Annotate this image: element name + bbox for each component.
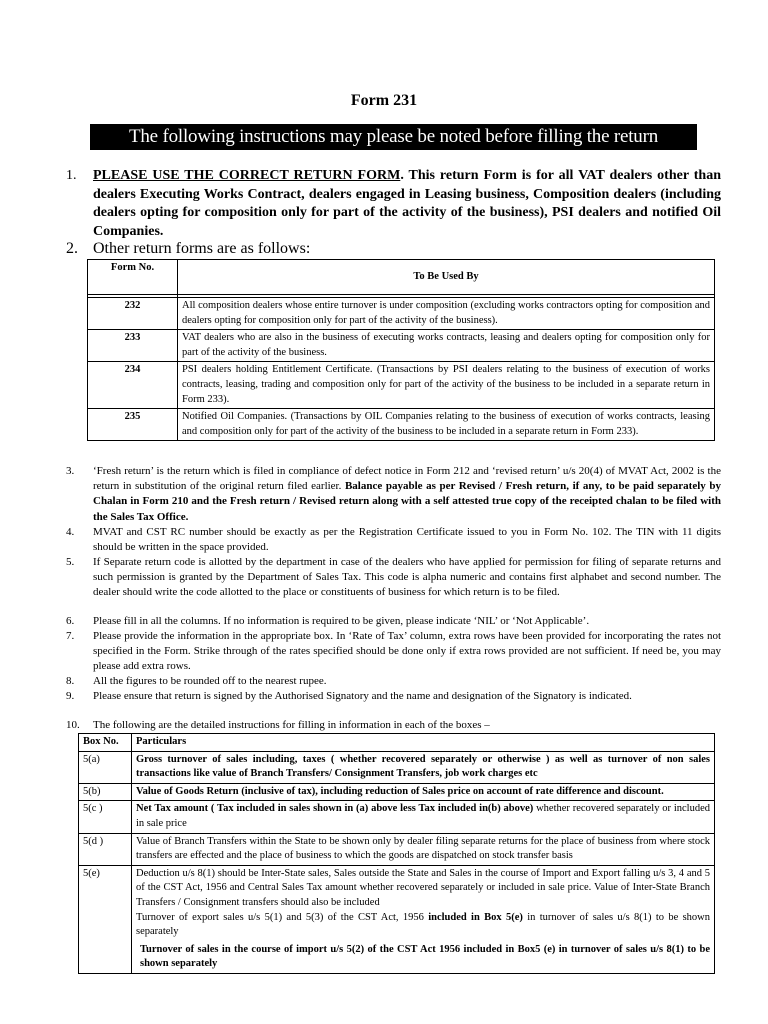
item-1-number: 1. — [66, 168, 77, 183]
form-description: Notified Oil Companies. (Transactions by OIL Companies relating to the business of execution of works contracts, leasing and composition only for part of the activity of the business to be included in a separate return in Form 233). — [178, 409, 715, 441]
box-particulars — [132, 783, 715, 801]
item-4-text: MVAT and CST RC number should be exactly as per the Registration Certificate issued to you in Form No. 102. The TIN with 11 digits should be written in the space provided. — [93, 526, 721, 554]
item-10-number: 10. — [66, 719, 80, 731]
para-2-end: in turnover of sales u/s 8(1) to be shown separately — [136, 911, 710, 938]
form-number: 235 — [88, 409, 178, 441]
particulars-bold: Gross turnover of sales including, taxes ( whether recovered separately or otherwise ) as well as turnover of non sales transactions like value of Branch Transfers/ Consignment Transfers, job work charges etc — [136, 753, 710, 780]
header-box-no: Box No. — [79, 734, 132, 752]
box-particulars — [132, 833, 715, 865]
particulars-normal: Value of Branch Transfers within the State to be shown only by dealer filing separate returns for the place of business from where stock transfers are effected and the place of business to which the goods are dispatched on stock transfer basis — [136, 835, 710, 862]
box-particulars — [132, 865, 715, 973]
item-10-text: The following are the detailed instructions for filling in information in each of the boxes – — [93, 719, 490, 731]
instructions-banner: The following instructions may please be noted before filling the return — [90, 124, 697, 150]
item-3-number: 3. — [66, 465, 75, 477]
box-number: 5(c ) — [79, 801, 132, 833]
item-7-number: 7. — [66, 630, 75, 642]
item-6-text: Please fill in all the columns. If no information is required to be given, please indicate ‘NIL’ or ‘Not Applicable’. — [93, 615, 590, 627]
item-6-number: 6. — [66, 615, 75, 627]
box-instructions-table — [78, 733, 715, 974]
particulars-normal: whether recovered separately or included in sale price — [136, 803, 710, 829]
item-2-text: Other return forms are as follows: — [93, 240, 311, 257]
box-5e-para-1: Deduction u/s 8(1) should be Inter-State sales, Sales outside the State and Sales in the course of Import and Export falling u/s 3, 4 and 5 of the CST Act, 1956 and Central Sales Tax amount whether recovered separately or included in sale price. Value of Inter-State Branch Transfers / Consignment transfers should also be included — [136, 867, 710, 908]
box-particulars — [132, 751, 715, 783]
table-row — [88, 362, 715, 409]
table-row — [88, 409, 715, 441]
item-8-number: 8. — [66, 675, 75, 687]
box-number: 5(a) — [79, 751, 132, 783]
table-row — [79, 833, 715, 865]
form-number: 234 — [88, 362, 178, 409]
table-row — [88, 330, 715, 362]
table-header-row — [88, 260, 715, 295]
form-description: PSI dealers holding Entitlement Certificate. (Transactions by PSI dealers relating to the business of execution of works contracts, leasing, trading and composition only for part of the activity of the business to be included in a separate return in Form 233). — [178, 362, 715, 409]
particulars-bold: Net Tax amount ( Tax included in sales shown in (a) above less Tax included in(b) above) — [136, 803, 534, 815]
item-4-number: 4. — [66, 526, 75, 538]
item-5-text: If Separate return code is allotted by the department in case of the dealers who have applied for permission for filing of separate returns and such permission is granted by the Department of Sales Tax. This code is alpha numeric and contains first alphabet and second number. The dealer should write the code allotted to the place or constituents of business for which return is to be filed. — [93, 556, 721, 599]
form-title: Form 231 — [350, 92, 418, 109]
box-number: 5(b) — [79, 783, 132, 801]
table-row — [79, 801, 715, 833]
item-3-bold: Balance payable as per Revised / Fresh return, if any, to be paid separately by Chalan in Form 210 and the Fresh return / Revised return along with a self attested true copy of the receipted chalan to be filed with the Sales Tax Office. — [93, 480, 721, 523]
form-description: All composition dealers whose entire turnover is under composition (excluding works contractors opting for composition and dealers opting for composition only for part of the activity of the business). — [178, 298, 715, 330]
particulars-bold: Value of Goods Return (inclusive of tax), including reduction of Sales price on account of rate difference and discount. — [136, 785, 664, 797]
para-2-start: Turnover of export sales u/s 5(1) and 5(3) of the CST Act, 1956 — [136, 911, 429, 923]
box-particulars — [132, 801, 715, 833]
box-number: 5(d ) — [79, 833, 132, 865]
item-2-number: 2. — [66, 240, 78, 257]
header-particulars: Particulars — [132, 734, 715, 752]
item-7-text: Please provide the information in the appropriate box. In ‘Rate of Tax’ column, extra rows have been provided for incorporating the rates not specified in the Form. Strike through of the rates specified should be done only if extra rows provided are not sufficient. If need be, you may please add extra rows. — [93, 630, 721, 673]
box-5e-para-3: Turnover of sales in the course of import u/s 5(2) of the CST Act 1956 included in Box5 (e) in turnover of sales u/s 8(1) to be shown separately — [140, 943, 710, 970]
table-row — [79, 865, 715, 973]
item-3-body: ‘Fresh return’ is the return which is filed in compliance of defect notice in Form 212 and ‘revised return’ u/s 20(4) of MVAT Act, 2002 is the return in substitution of the original return filed earlier. — [93, 465, 721, 493]
item-9-number: 9. — [66, 690, 75, 702]
item-1-text — [93, 167, 721, 241]
header-form-no: Form No. — [88, 260, 178, 295]
return-forms-table — [87, 259, 715, 441]
form-number: 233 — [88, 330, 178, 362]
item-8-text: All the figures to be rounded off to the nearest rupee. — [93, 675, 327, 687]
table-row — [79, 783, 715, 801]
header-to-be-used-by: To Be Used By — [178, 260, 715, 295]
form-description: VAT dealers who are also in the business of executing works contracts, leasing and dealers opting for composition only for part of the activity of the business. — [178, 330, 715, 362]
table-row — [88, 298, 715, 330]
box-5e-para-2 — [136, 911, 710, 940]
item-3-text — [93, 464, 721, 525]
item-9-text: Please ensure that return is signed by the Authorised Signatory and the name and designation of the Signatory is indicated. — [93, 690, 632, 702]
box-number: 5(e) — [79, 865, 132, 973]
table-row — [79, 751, 715, 783]
table-header-row — [79, 734, 715, 752]
item-5-number: 5. — [66, 556, 75, 568]
form-number: 232 — [88, 298, 178, 330]
para-2-bold: included in Box 5(e) — [428, 911, 523, 923]
item-1-body: . This return Form is for all VAT dealers other than dealers Executing Works Contract, dealers engaged in Leasing business, Composition dealers (including dealers opting for composition only for part of the activity of the business), PSI dealers and notified Oil Companies. — [93, 168, 721, 239]
correct-form-heading: PLEASE USE THE CORRECT RETURN FORM — [93, 168, 401, 183]
